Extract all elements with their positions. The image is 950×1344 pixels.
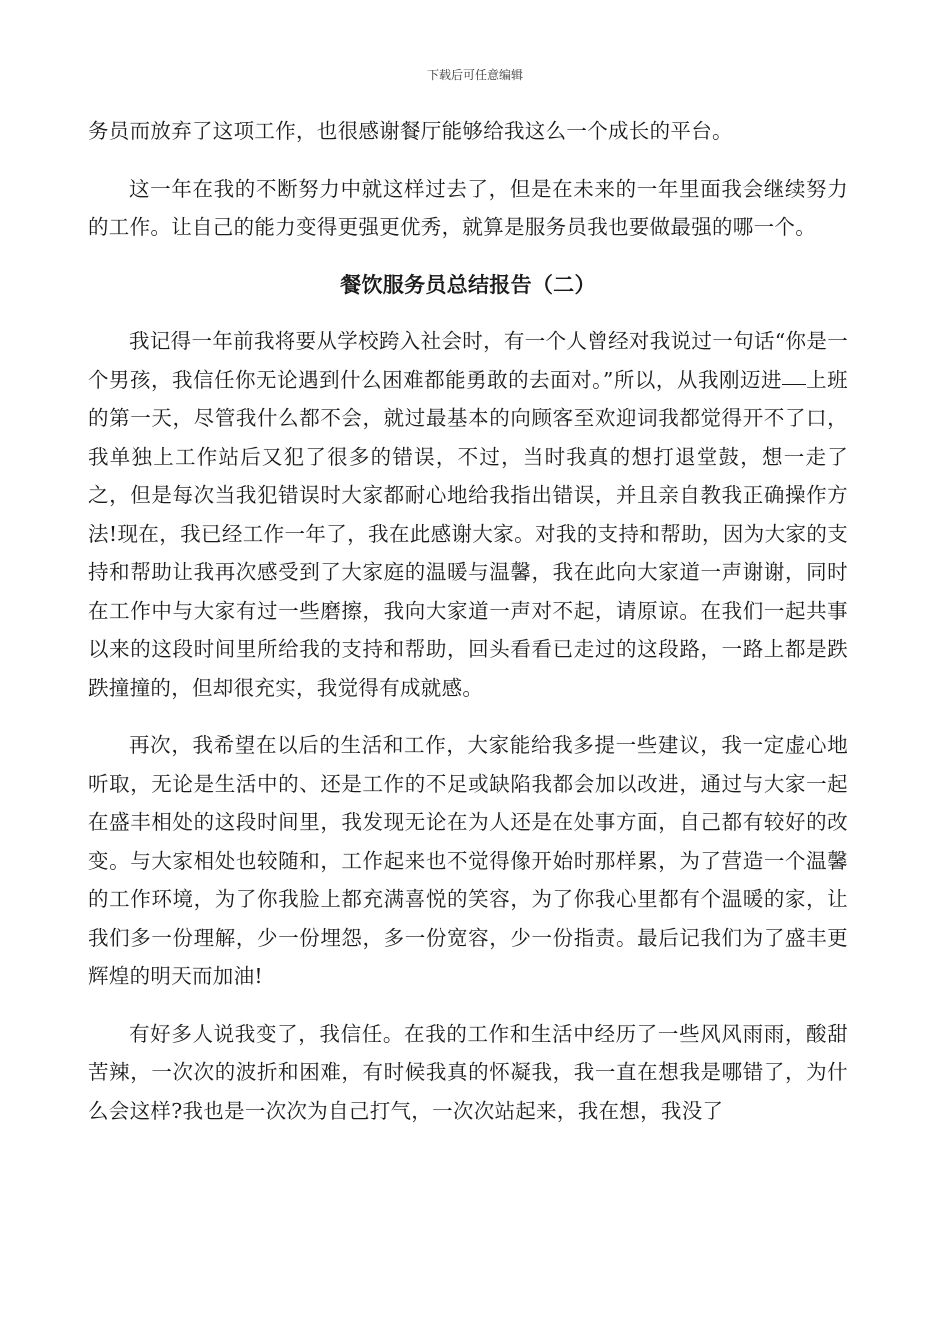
paragraph-1: 这一年在我的不断努力中就这样过去了，但是在未来的一年里面我会继续努力的工作。让自己的能力变得更强更优秀，就算是服务员我也要做最强的哪一个。 [88, 176, 848, 239]
section-title: 餐饮服务员总结报告（二） [340, 271, 596, 297]
paragraph-continued: 务员而放弃了这项工作，也很感谢餐厅能够给我这么一个成长的平台。 [88, 119, 733, 143]
paragraph-4: 有好多人说我变了，我信任。在我的工作和生活中经历了一些风风雨雨，酸甜苦辣，一次次的波折和困难，有时候我真的怀凝我，我一直在想我是哪错了，为什么会这样?我也是一次次为自己打气，一次次站起来，我在想，我没了 [88, 1021, 848, 1123]
fill-in-blank [782, 383, 806, 385]
paragraph-3: 再次，我希望在以后的生活和工作，大家能给我多提一些建议，我一定虚心地听取，无论是生活中的、还是工作的不足或缺陷我都会加以改进，通过与大家一起在盛丰相处的这段时间里，我发现无论在为人还是在处事方面，自己都有较好的改变。与大家相处也较随和，工作起来也不觉得像开始时那样累，为了营造一个温馨的工作环境，为了你我脸上都充满喜悦的笑容，为了你我心里都有个温暖的家，让我们多一份理解，少一份埋怨，多一份宽容，少一份指责。最后记我们为了盛丰更辉煌的明天而加油! [88, 733, 848, 988]
paragraph-2-part-b: 上班的第一天，尽管我什么都不会，就过最基本的向顾客至欢迎词我都觉得开不了口，我单独上工作站后又犯了很多的错误，不过，当时我真的想打退堂鼓，想一走了之，但是每次当我犯错误时大家都耐心地给我指出错误，并且亲自教我正确操作方法!现在，我已经工作一年了，我在此感谢大家。对我的支持和帮助，因为大家的支持和帮助让我再次感受到了大家庭的温暖与温馨，我在此向大家道一声谢谢，同时在工作中与大家有过一些磨擦，我向大家道一声对不起，请原谅。在我们一起共事以来的这段时间里所给我的支持和帮助，回头看看已走过的这段路，一路上都是跌跌撞撞的，但却很充实，我觉得有成就感。 [88, 367, 848, 700]
paragraph-2 [88, 322, 848, 707]
document-body [88, 112, 848, 1149]
paragraph-2-part-a: 我记得一年前我将要从学校跨入社会时，有一个人曾经对我说过一句话“你是一个男孩，我信任你无论遇到什么困难都能勇敢的去面对。”所以，从我刚迈进 [88, 329, 848, 392]
page-header: 下载后可任意编辑 [426, 68, 523, 82]
